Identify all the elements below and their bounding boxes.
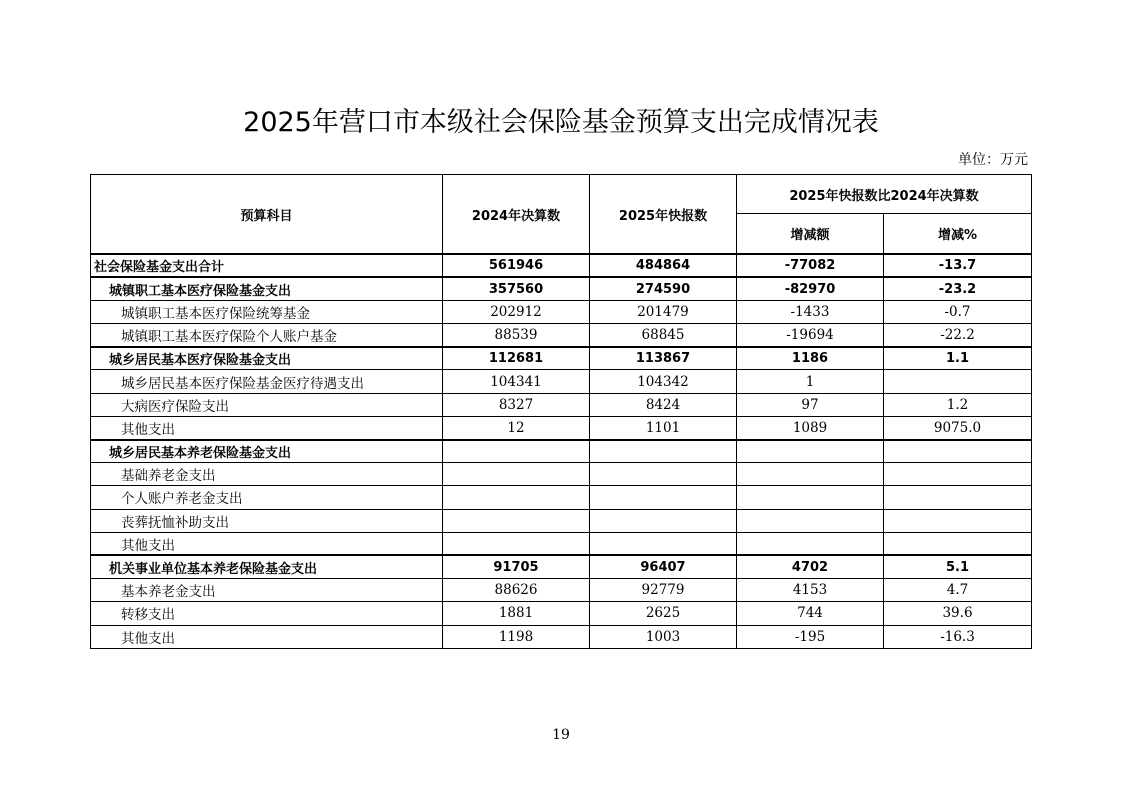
value-2025 [590, 463, 737, 486]
header-comparison: 2025年快报数比2024年决算数 [737, 175, 1032, 214]
header-2025-flash: 2025年快报数 [590, 175, 737, 255]
row-label: 转移支出 [91, 602, 443, 625]
change-amount [737, 509, 884, 532]
change-percent [884, 463, 1032, 486]
value-2024 [443, 463, 590, 486]
table-row [91, 300, 1032, 323]
value-2025: 113867 [590, 347, 737, 370]
change-percent: 1.2 [884, 393, 1032, 416]
value-2025 [590, 486, 737, 509]
change-amount [737, 440, 884, 463]
row-label: 机关事业单位基本养老保险基金支出 [91, 555, 443, 578]
value-2025 [590, 509, 737, 532]
change-amount: 1186 [737, 347, 884, 370]
change-percent: -22.2 [884, 324, 1032, 347]
row-label: 城镇职工基本医疗保险统筹基金 [91, 300, 443, 323]
value-2024: 561946 [443, 254, 590, 277]
change-amount: -195 [737, 625, 884, 648]
change-amount: 744 [737, 602, 884, 625]
change-amount: -1433 [737, 300, 884, 323]
value-2024: 88539 [443, 324, 590, 347]
table-row [91, 602, 1032, 625]
header-change-percent: 增减% [884, 214, 1032, 255]
row-label: 城镇职工基本医疗保险基金支出 [91, 277, 443, 300]
budget-expenditure-table [90, 174, 1032, 649]
table-row [91, 509, 1032, 532]
value-2025 [590, 532, 737, 555]
row-label: 其他支出 [91, 532, 443, 555]
change-amount: -77082 [737, 254, 884, 277]
value-2025: 96407 [590, 555, 737, 578]
row-label: 城乡居民基本养老保险基金支出 [91, 440, 443, 463]
change-amount [737, 532, 884, 555]
table-row [91, 347, 1032, 370]
value-2025: 104342 [590, 370, 737, 393]
page-number: 19 [552, 727, 570, 743]
table-row [91, 555, 1032, 578]
table-row [91, 532, 1032, 555]
change-percent: -13.7 [884, 254, 1032, 277]
change-amount: 1 [737, 370, 884, 393]
table-row [91, 486, 1032, 509]
value-2025: 484864 [590, 254, 737, 277]
value-2024: 112681 [443, 347, 590, 370]
change-amount: -82970 [737, 277, 884, 300]
row-label: 其他支出 [91, 416, 443, 439]
value-2024: 12 [443, 416, 590, 439]
value-2024 [443, 440, 590, 463]
change-percent: 1.1 [884, 347, 1032, 370]
change-amount [737, 486, 884, 509]
unit-label: 单位：万元 [958, 152, 1028, 168]
row-label: 城乡居民基本医疗保险基金支出 [91, 347, 443, 370]
value-2024: 91705 [443, 555, 590, 578]
row-label: 大病医疗保险支出 [91, 393, 443, 416]
value-2025 [590, 440, 737, 463]
change-percent: 9075.0 [884, 416, 1032, 439]
value-2025: 2625 [590, 602, 737, 625]
header-change-amount: 增减额 [737, 214, 884, 255]
change-percent [884, 509, 1032, 532]
value-2025: 274590 [590, 277, 737, 300]
change-amount: 97 [737, 393, 884, 416]
change-amount [737, 463, 884, 486]
table-row [91, 440, 1032, 463]
value-2025: 8424 [590, 393, 737, 416]
header-2024-final: 2024年决算数 [443, 175, 590, 255]
row-label: 个人账户养老金支出 [91, 486, 443, 509]
change-amount: 1089 [737, 416, 884, 439]
table-row [91, 463, 1032, 486]
value-2024: 1198 [443, 625, 590, 648]
change-percent [884, 370, 1032, 393]
table-row [91, 277, 1032, 300]
table-body [91, 254, 1032, 648]
change-percent: -16.3 [884, 625, 1032, 648]
change-percent: 5.1 [884, 555, 1032, 578]
table-row [91, 416, 1032, 439]
value-2025: 201479 [590, 300, 737, 323]
header-budget-item: 预算科目 [91, 175, 443, 255]
row-label: 城乡居民基本医疗保险基金医疗待遇支出 [91, 370, 443, 393]
change-amount: -19694 [737, 324, 884, 347]
row-label: 丧葬抚恤补助支出 [91, 509, 443, 532]
value-2024 [443, 486, 590, 509]
table-row [91, 625, 1032, 648]
table-row [91, 324, 1032, 347]
row-label: 基础养老金支出 [91, 463, 443, 486]
row-label: 基本养老金支出 [91, 579, 443, 602]
table-row [91, 254, 1032, 277]
change-percent: -0.7 [884, 300, 1032, 323]
value-2024: 1881 [443, 602, 590, 625]
value-2025: 92779 [590, 579, 737, 602]
change-amount: 4702 [737, 555, 884, 578]
change-percent [884, 440, 1032, 463]
change-percent: -23.2 [884, 277, 1032, 300]
change-percent [884, 486, 1032, 509]
table-row [91, 579, 1032, 602]
value-2024 [443, 509, 590, 532]
value-2024: 104341 [443, 370, 590, 393]
row-label: 其他支出 [91, 625, 443, 648]
value-2024: 8327 [443, 393, 590, 416]
value-2024: 88626 [443, 579, 590, 602]
value-2024: 202912 [443, 300, 590, 323]
change-percent: 4.7 [884, 579, 1032, 602]
document-title: 2025年营口市本级社会保险基金预算支出完成情况表 [243, 107, 879, 138]
change-percent: 39.6 [884, 602, 1032, 625]
value-2024: 357560 [443, 277, 590, 300]
table-row [91, 370, 1032, 393]
change-amount: 4153 [737, 579, 884, 602]
value-2024 [443, 532, 590, 555]
value-2025: 1003 [590, 625, 737, 648]
value-2025: 1101 [590, 416, 737, 439]
change-percent [884, 532, 1032, 555]
row-label: 城镇职工基本医疗保险个人账户基金 [91, 324, 443, 347]
row-label: 社会保险基金支出合计 [91, 254, 443, 277]
table-row [91, 393, 1032, 416]
value-2025: 68845 [590, 324, 737, 347]
